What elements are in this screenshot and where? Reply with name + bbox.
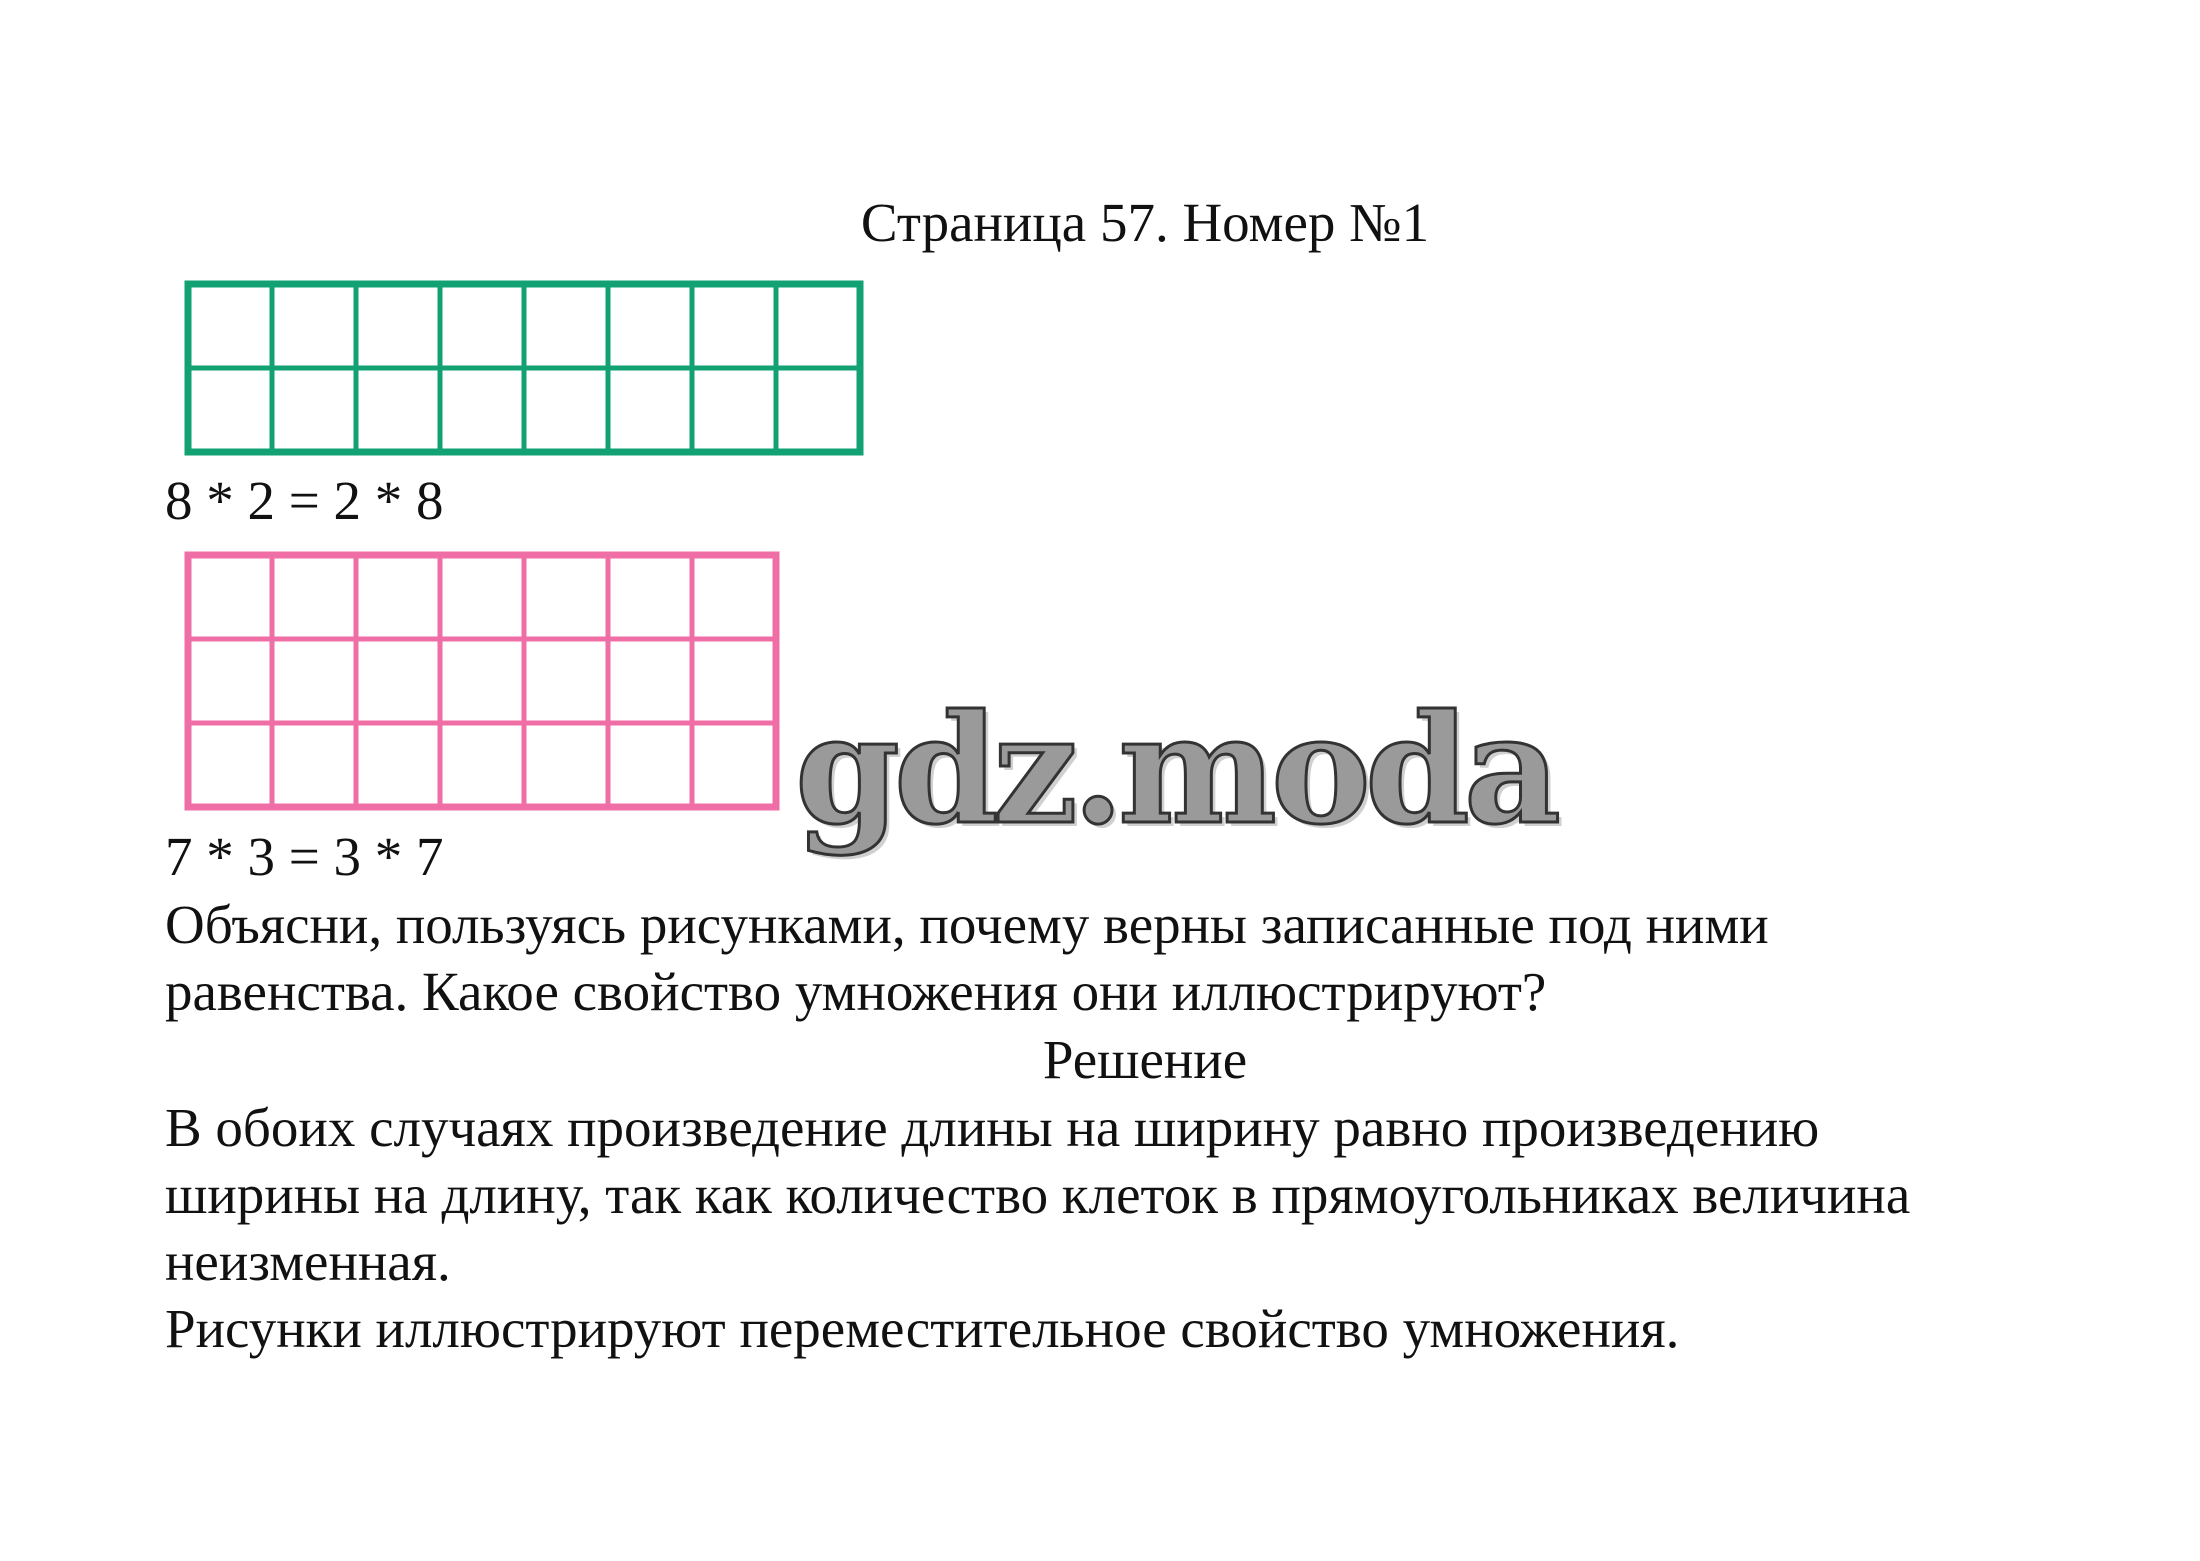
grid-cell	[524, 639, 608, 723]
grid-cell	[188, 284, 272, 368]
grid-cell	[692, 555, 776, 639]
grid-cell	[440, 368, 524, 452]
grid-cell	[524, 723, 608, 807]
grid-cell	[440, 555, 524, 639]
question-paragraph: Объясни, пользуясь рисунками, почему верны записанные под ними равенства. Какое свойство умножения они иллюстрируют?	[165, 894, 1769, 1022]
grid-cell	[524, 284, 608, 368]
grid-cell	[356, 555, 440, 639]
answer-paragraph: В обоих случаях произведение длины на ширину равно произведению ширины на длину, так как количество клеток в прямоугольниках величина неизменная.	[165, 1097, 1911, 1292]
conclusion-text	[165, 1295, 2165, 1362]
grid-cell	[776, 368, 860, 452]
grid-cell	[272, 723, 356, 807]
grid-cell	[356, 284, 440, 368]
grid-cell	[440, 284, 524, 368]
page-title: Страница 57. Номер №1	[860, 192, 1430, 253]
grid-cell	[188, 555, 272, 639]
grid-rectangle-8x2	[184, 280, 864, 456]
equation-1: 8 * 2 = 2 * 8	[165, 470, 444, 531]
grid-cell	[356, 639, 440, 723]
grid-cell	[188, 723, 272, 807]
equation-2: 7 * 3 = 3 * 7	[165, 826, 444, 887]
grid-cell	[608, 555, 692, 639]
grid-cell	[440, 639, 524, 723]
grid-cell	[692, 368, 776, 452]
answer-text	[165, 1094, 2165, 1295]
grid-outline	[188, 555, 776, 807]
conclusion-paragraph: Рисунки иллюстрируют переместительное свойство умножения.	[165, 1298, 1680, 1359]
grid-cell	[272, 284, 356, 368]
grid-cell	[440, 723, 524, 807]
grid-cell	[776, 284, 860, 368]
question-text	[165, 891, 2165, 1025]
grid-cell	[524, 368, 608, 452]
grid-cell	[692, 723, 776, 807]
grid-cell	[692, 639, 776, 723]
grid-cell	[608, 723, 692, 807]
solution-heading: Решение	[1042, 1029, 1248, 1090]
grid-cell	[608, 284, 692, 368]
grid-cell	[608, 639, 692, 723]
grid-cell	[272, 368, 356, 452]
grid-cell	[356, 723, 440, 807]
watermark-logo: gdz.moda	[795, 682, 1556, 858]
grid-cell	[188, 368, 272, 452]
grid-cell	[188, 639, 272, 723]
grid-cell	[692, 284, 776, 368]
grid-cell	[608, 368, 692, 452]
grid-cell	[272, 555, 356, 639]
grid-cell	[356, 368, 440, 452]
grid-cell	[272, 639, 356, 723]
grid-cell	[524, 555, 608, 639]
grid-rectangle-7x3	[184, 551, 780, 811]
